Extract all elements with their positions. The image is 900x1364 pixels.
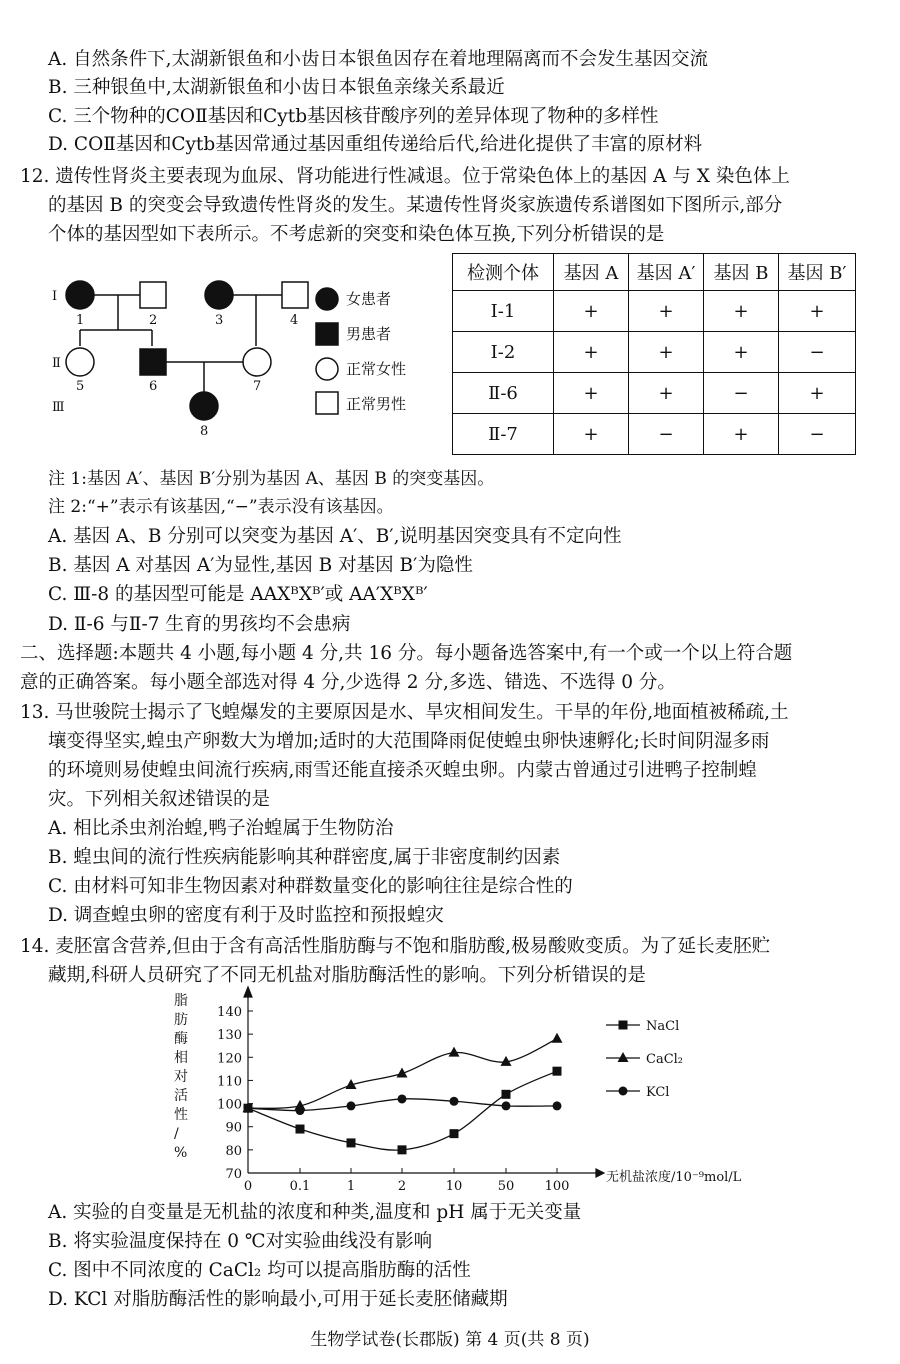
table-cell: + — [554, 291, 629, 332]
x-axis-arrow-icon — [596, 1169, 604, 1177]
y-tick-label: 100 — [217, 1097, 242, 1113]
legend-square-icon — [619, 1021, 628, 1030]
table-cell: Ⅱ-6 — [453, 373, 554, 414]
q12-stem-line1: 12. 遗传性肾炎主要表现为血尿、肾功能进行性减退。位于常染色体上的基因 A 与 X 染色体上 — [20, 166, 790, 187]
table-cell: − — [704, 373, 779, 414]
data-point-circle — [450, 1097, 459, 1106]
table-cell: + — [704, 291, 779, 332]
q12-option-b: B. 基因 A 对基因 A′为显性,基因 B 对基因 B′为隐性 — [48, 555, 473, 576]
y-axis-label-char: 肪 — [174, 1012, 188, 1028]
q13-option-d: D. 调查蝗虫卵的密度有利于及时监控和预报蝗灾 — [48, 905, 444, 926]
legend-male-patient-icon — [316, 323, 338, 345]
individual-7 — [243, 348, 271, 376]
table-cell: − — [779, 332, 856, 373]
q13-option-b: B. 蝗虫间的流行性疾病能影响其种群密度,属于非密度制约因素 — [48, 847, 561, 868]
gen-label-3: Ⅲ — [52, 400, 65, 415]
ind-num-3: 3 — [215, 313, 224, 328]
legend-circle-icon — [619, 1087, 628, 1096]
table-cell: + — [704, 414, 779, 455]
data-point-triangle — [552, 1033, 563, 1043]
table-header: 检测个体 — [453, 254, 554, 291]
data-point-circle — [296, 1106, 305, 1115]
x-axis-label: 无机盐浓度/10⁻⁹mol/L — [606, 1170, 742, 1185]
x-tick-label: 0 — [243, 1179, 253, 1190]
data-point-circle — [244, 1104, 253, 1113]
y-tick-label: 140 — [217, 1005, 242, 1020]
table-header: 基因 B — [704, 254, 779, 291]
individual-1 — [66, 281, 94, 309]
table-row — [453, 373, 856, 414]
q14-option-d: D. KCl 对脂肪酶活性的影响最小,可用于延长麦胚储藏期 — [48, 1289, 508, 1310]
y-axis-label-char: / — [174, 1126, 179, 1142]
y-tick-label: 110 — [217, 1074, 242, 1090]
table-cell: + — [554, 373, 629, 414]
table-cell: − — [779, 414, 856, 455]
q14-option-b: B. 将实验温度保持在 0 ℃对实验曲线没有影响 — [48, 1231, 433, 1252]
y-axis-label-char: 脂 — [174, 993, 188, 1009]
y-axis-label-char: % — [174, 1145, 188, 1161]
q13-stem-line2: 壤变得坚实,蝗虫产卵数大为增加;适时的大范围降雨促使蝗虫卵快速孵化;长时间阴湿多雨 — [48, 731, 770, 752]
x-tick-label: 1 — [346, 1179, 356, 1190]
lipase-activity-chart — [160, 985, 780, 1190]
gen-label-1: Ⅰ — [52, 289, 58, 304]
y-tick-label: 120 — [217, 1051, 242, 1067]
q11-option-c: C. 三个物种的COⅡ基因和Cytb基因核苷酸序列的差异体现了物种的多样性 — [48, 106, 659, 127]
data-point-triangle — [449, 1047, 460, 1057]
individual-4 — [282, 282, 308, 308]
q12-stem-line3: 个体的基因型如下表所示。不考虑新的突变和染色体互换,下列分析错误的是 — [48, 224, 665, 245]
individual-6 — [140, 349, 166, 375]
individual-2 — [140, 282, 166, 308]
table-cell: + — [554, 332, 629, 373]
x-tick-label: 2 — [397, 1179, 407, 1190]
q14-stem-line2: 藏期,科研人员研究了不同无机盐对脂肪酶活性的影响。下列分析错误的是 — [48, 965, 646, 986]
q11-option-d: D. COⅡ基因和Cytb基因常通过基因重组传递给后代,给进化提供了丰富的原材料 — [48, 134, 703, 155]
legend-label: NaCl — [646, 1019, 680, 1034]
x-tick-label: 10 — [445, 1179, 463, 1190]
genotype-table — [452, 253, 856, 455]
gen-label-2: Ⅱ — [52, 356, 61, 371]
y-tick-label: 70 — [225, 1167, 242, 1182]
y-tick-label: 90 — [225, 1120, 242, 1136]
q14-option-c: C. 图中不同浓度的 CaCl₂ 均可以提高脂肪酶的活性 — [48, 1260, 471, 1281]
table-cell: Ⅱ-7 — [453, 414, 554, 455]
q13-stem-line4: 灾。下列相关叙述错误的是 — [48, 789, 271, 810]
table-header: 基因 B′ — [779, 254, 856, 291]
legend-label: CaCl₂ — [646, 1052, 684, 1067]
q12-stem-line2: 的基因 B 的突变会导致遗传性肾炎的发生。某遗传性肾炎家族遗传系谱图如下图所示,部分 — [48, 195, 783, 216]
table-cell: + — [704, 332, 779, 373]
section2-line1: 二、选择题:本题共 4 小题,每小题 4 分,共 16 分。每小题备选答案中,有一个或一个以上符合题 — [20, 643, 793, 664]
data-point-circle — [347, 1101, 356, 1110]
data-point-square — [502, 1090, 511, 1099]
ind-num-7: 7 — [253, 379, 262, 394]
table-row — [453, 291, 856, 332]
q12-option-d: D. Ⅱ-6 与Ⅱ-7 生育的男孩均不会患病 — [48, 614, 351, 635]
q14-option-a: A. 实验的自变量是无机盐的浓度和种类,温度和 pH 属于无关变量 — [48, 1202, 582, 1223]
individual-5 — [66, 348, 94, 376]
data-point-circle — [398, 1094, 407, 1103]
legend-normal-female: 正常女性 — [346, 360, 407, 378]
ind-num-2: 2 — [149, 313, 158, 328]
y-tick-label: 130 — [217, 1028, 242, 1044]
individual-3 — [205, 281, 233, 309]
q12-note-1: 注 1:基因 A′、基因 B′分别为基因 A、基因 B 的突变基因。 — [48, 469, 495, 489]
legend-normal-female-icon — [316, 358, 338, 380]
ind-num-5: 5 — [76, 379, 85, 394]
ind-num-1: 1 — [76, 313, 85, 328]
q11-option-b: B. 三种银鱼中,太湖新银鱼和小齿日本银鱼亲缘关系最近 — [48, 77, 505, 98]
ind-num-8: 8 — [200, 424, 209, 439]
legend-label: KCl — [646, 1085, 670, 1100]
q11-option-a: A. 自然条件下,太湖新银鱼和小齿日本银鱼因存在着地理隔离而不会发生基因交流 — [48, 49, 709, 70]
data-point-square — [347, 1138, 356, 1147]
legend-female-patient: 女患者 — [346, 290, 392, 308]
legend-male-patient: 男患者 — [346, 325, 392, 343]
y-axis-label-char: 对 — [174, 1069, 188, 1085]
table-cell: + — [629, 332, 704, 373]
table-header: 基因 A′ — [629, 254, 704, 291]
table-cell: + — [629, 373, 704, 414]
data-point-circle — [553, 1101, 562, 1110]
table-cell: + — [554, 414, 629, 455]
x-tick-label: 0.1 — [289, 1179, 311, 1190]
table-cell: + — [629, 291, 704, 332]
data-point-circle — [502, 1101, 511, 1110]
q13-stem-line3: 的环境则易使蝗虫间流行疾病,雨雪还能直接杀灭蝗虫卵。内蒙古曾通过引进鸭子控制蝗 — [48, 760, 757, 781]
legend-normal-male-icon — [316, 392, 338, 414]
y-axis-label-char: 相 — [174, 1050, 188, 1066]
table-header: 基因 A — [554, 254, 629, 291]
legend-triangle-icon — [618, 1052, 629, 1062]
y-tick-label: 80 — [225, 1143, 242, 1159]
q14-stem-line1: 14. 麦胚富含营养,但由于含有高活性脂肪酶与不饱和脂肪酸,极易酸败变质。为了延长麦胚贮 — [20, 936, 771, 957]
q12-option-c: C. Ⅲ-8 的基因型可能是 AAXᴮXᴮ′或 AA′XᴮXᴮ′ — [48, 584, 428, 605]
y-axis-label-char: 酶 — [174, 1031, 188, 1047]
page-footer: 生物学试卷(长郡版) 第 4 页(共 8 页) — [310, 1330, 590, 1350]
q12-note-2: 注 2:“+”表示有该基因,“−”表示没有该基因。 — [48, 497, 394, 517]
q12-option-a: A. 基因 A、B 分别可以突变为基因 A′、B′,说明基因突变具有不定向性 — [48, 526, 622, 547]
q13-option-c: C. 由材料可知非生物因素对种群数量变化的影响往往是综合性的 — [48, 876, 573, 897]
pedigree-diagram — [40, 270, 440, 440]
data-point-square — [398, 1145, 407, 1154]
table-cell: + — [779, 291, 856, 332]
x-tick-label: 50 — [497, 1179, 515, 1190]
table-cell: + — [779, 373, 856, 414]
table-row — [453, 414, 856, 455]
data-point-square — [296, 1125, 305, 1134]
legend-normal-male: 正常男性 — [346, 395, 407, 413]
x-tick-label: 100 — [544, 1179, 570, 1190]
data-point-square — [553, 1067, 562, 1076]
q13-option-a: A. 相比杀虫剂治蝗,鸭子治蝗属于生物防治 — [48, 818, 394, 839]
y-axis-label-char: 性 — [174, 1107, 188, 1123]
table-cell: − — [629, 414, 704, 455]
table-header-row — [453, 254, 856, 291]
ind-num-6: 6 — [149, 379, 158, 394]
table-cell: Ⅰ-1 — [453, 291, 554, 332]
section2-line2: 意的正确答案。每小题全部选对得 4 分,少选得 2 分,多选、错选、不选得 0 分。 — [20, 672, 676, 693]
q13-stem-line1: 13. 马世骏院士揭示了飞蝗爆发的主要原因是水、旱灾相间发生。干旱的年份,地面植被稀疏,土 — [20, 702, 789, 723]
table-cell: Ⅰ-2 — [453, 332, 554, 373]
ind-num-4: 4 — [290, 313, 299, 328]
y-axis-label-char: 活 — [174, 1088, 188, 1104]
table-row — [453, 332, 856, 373]
y-axis-arrow-icon — [244, 987, 252, 997]
data-point-square — [450, 1129, 459, 1138]
individual-8 — [190, 392, 218, 420]
legend-female-patient-icon — [316, 288, 338, 310]
